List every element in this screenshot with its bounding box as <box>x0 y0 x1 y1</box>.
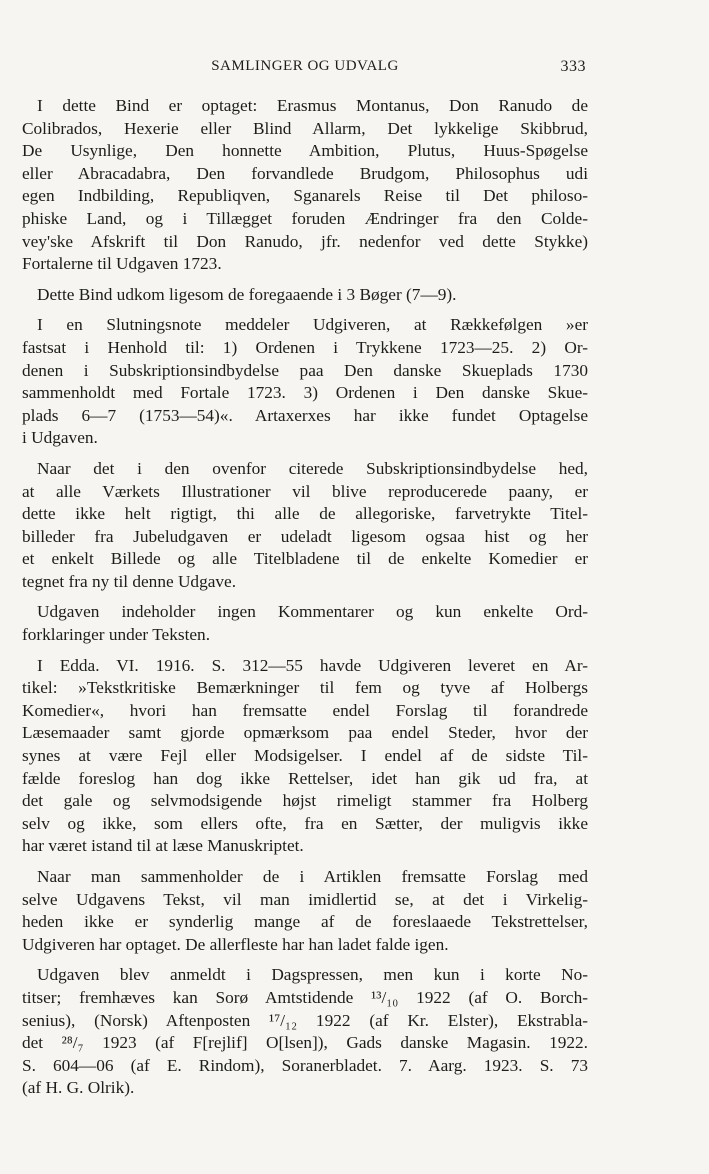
text-line: i Udgaven. <box>22 428 98 448</box>
text-line: at alle Værkets Illustrationer vil blive reproducerede paany, er <box>22 481 588 501</box>
text-line: egen Indbilding, Republiqven, Sganarels Reise til Det philoso- <box>22 186 588 206</box>
text-line: fælde foreslog han dog ikke Rettelser, idet han gik ud fra, at <box>22 768 588 788</box>
document-page <box>22 58 588 1108</box>
text-line: denen i Subskriptionsindbydelse paa Den danske Skueplads 1730 <box>22 360 588 380</box>
text-line: plads 6—7 (1753—54)«. Artaxerxes har ikke fundet Optagelse <box>22 405 588 425</box>
text-line: S. 604—06 (af E. Rindom), Soranerbladet. 7. Aarg. 1923. S. 73 <box>22 1055 588 1075</box>
text-line: Udgaven indeholder ingen Kommentarer og kun enkelte Ord- <box>37 602 588 622</box>
running-head <box>22 58 588 82</box>
text-line: Dette Bind udkom ligesom de foregaaende i 3 Bøger (7—9). <box>37 284 457 304</box>
text-line: tegnet fra ny til denne Udgave. <box>22 571 237 591</box>
paragraph <box>22 866 588 956</box>
text-line: billeder fra Jubeludgaven er udeladt ligesom ogsaa hist og her <box>22 526 588 546</box>
text-line: tikel: »Tekstkritiske Bemærkninger til fem og tyve af Holbergs <box>22 678 588 698</box>
text-line: dette ikke helt rigtigt, thi alle de allegoriske, farvetrykte Titel- <box>22 504 588 524</box>
text-line: har været istand til at læse Manuskriptet. <box>22 836 304 856</box>
text-line: Læsemaader samt gjorde opmærksom paa endel Steder, hvor der <box>22 723 588 743</box>
page-number: 333 <box>560 58 586 75</box>
text-line: De Usynlige, Den honnette Ambition, Plutus, Huus-Spøgelse <box>22 141 588 161</box>
text-line: Komedier«, hvori han fremsatte endel Forslag til forandrede <box>22 700 588 720</box>
text-line: det gale og selvmodsigende højst rimeligt stammer fra Holberg <box>22 791 588 811</box>
text-line: forklaringer under Teksten. <box>22 625 211 645</box>
text-line: I dette Bind er optaget: Erasmus Montanus, Don Ranudo de <box>37 96 588 115</box>
text-line: selve Udgavens Tekst, vil man imidlertid se, at det i Virkelig- <box>22 889 588 909</box>
paragraph <box>22 314 588 450</box>
running-title: SAMLINGER OG UDVALG <box>211 58 399 74</box>
text-line: Udgaven blev anmeldt i Dagspressen, men kun i korte No- <box>37 965 588 985</box>
text-line: Colibrados, Hexerie eller Blind Allarm, Det lykkelige Skibbrud, <box>22 118 588 138</box>
text-line: selv og ikke, som ellers ofte, fra en Sætter, der muligvis ikke <box>22 813 588 833</box>
text-line: I en Slutningsnote meddeler Udgiveren, at Rækkefølgen »er <box>37 315 588 335</box>
text-line: eller Abracadabra, Den forvandlede Brudgom, Philosophus udi <box>22 163 588 183</box>
paragraph <box>22 964 588 1100</box>
text-line: Fortalerne til Udgaven 1723. <box>22 254 222 274</box>
text-line: heden ikke er synderlig mange af de foreslaaede Tekstrettelser, <box>22 912 588 932</box>
body-text <box>22 95 588 1100</box>
text-line: I Edda. VI. 1916. S. 312—55 havde Udgiveren leveret en Ar- <box>37 655 588 675</box>
text-line: sammenholdt med Fortale 1723. 3) Ordenen i Den danske Skue- <box>22 383 588 403</box>
paragraph <box>22 95 588 276</box>
paragraph <box>22 284 588 307</box>
paragraph <box>22 655 588 858</box>
text-line: vey'ske Afskrift til Don Ranudo, jfr. nedenfor ved dette Stykke) <box>22 231 588 251</box>
text-line: phiske Land, og i Tillægget foruden Ændringer fra den Colde- <box>22 208 588 228</box>
text-line: Udgiveren har optaget. De allerfleste har han ladet falde igen. <box>22 934 449 954</box>
text-line: synes at være Fejl eller Modsigelser. I endel af de sidste Til- <box>22 746 588 766</box>
paragraph <box>22 601 588 646</box>
text-line: titser; fremhæves kan Sorø Amtstidende ¹³/₁₀ 1922 (af O. Borch- <box>22 987 588 1007</box>
text-line: Naar det i den ovenfor citerede Subskriptionsindbydelse hed, <box>37 458 588 478</box>
text-line: senius), (Norsk) Aftenposten ¹⁷/₁₂ 1922 (af Kr. Elster), Ekstrabla- <box>22 1010 588 1030</box>
text-line: et enkelt Billede og alle Titelbladene til de enkelte Komedier er <box>22 549 588 569</box>
text-line: Naar man sammenholder de i Artiklen fremsatte Forslag med <box>37 867 588 886</box>
text-line: fastsat i Henhold til: 1) Ordenen i Trykkene 1723—25. 2) Or- <box>22 337 588 357</box>
paragraph <box>22 458 588 594</box>
text-line: (af H. G. Olrik). <box>22 1078 135 1098</box>
text-line: det ²⁸/₇ 1923 (af F[rejlif] O[lsen]), Gads danske Magasin. 1922. <box>22 1033 588 1053</box>
